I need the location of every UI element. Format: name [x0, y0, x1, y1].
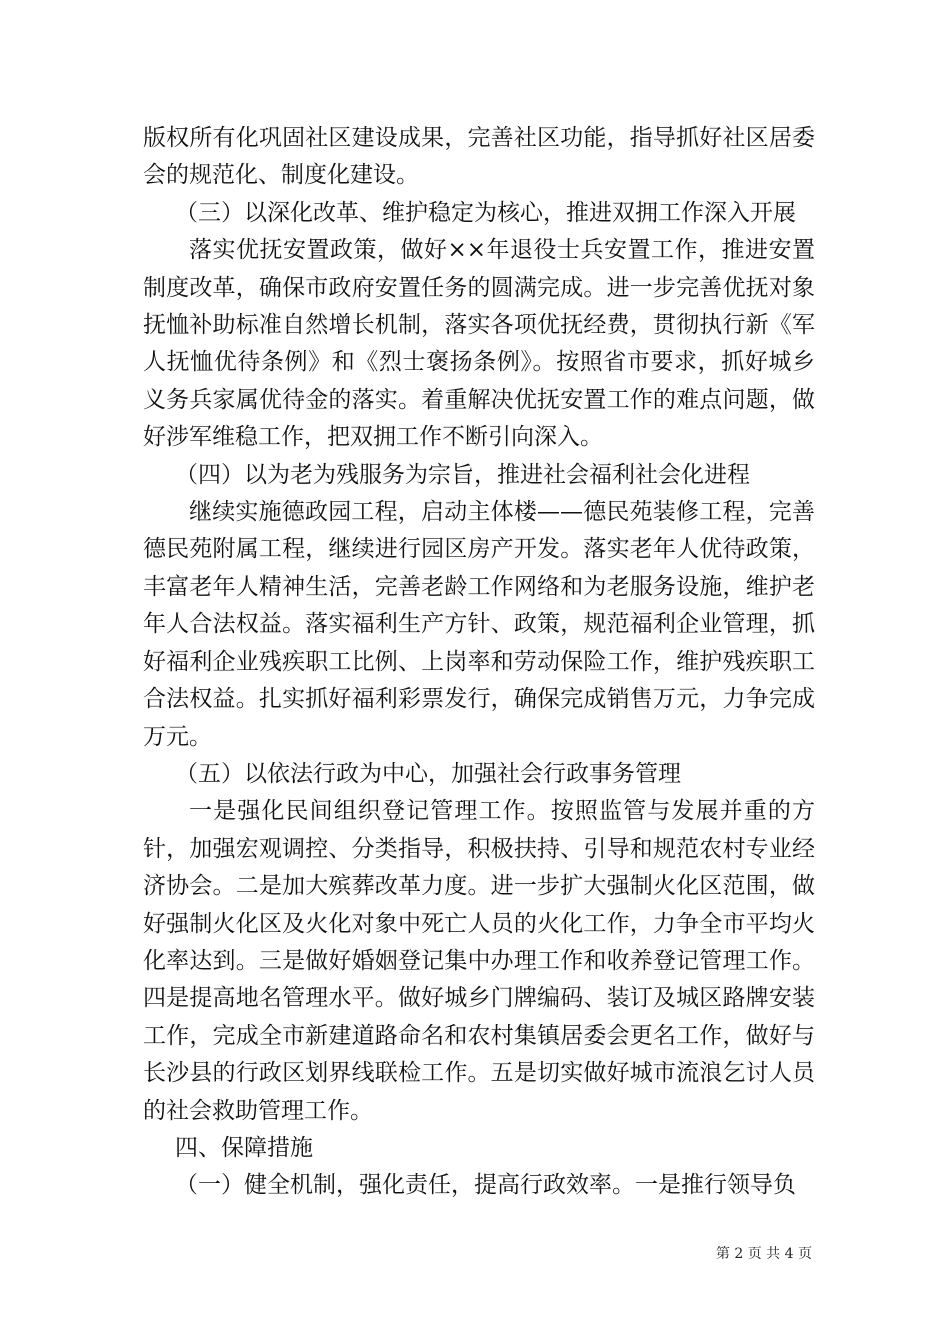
document-body: [143, 120, 815, 1205]
page-number-footer: 第 2 页 共 4 页: [715, 1246, 812, 1262]
section-heading-four: （四）以为老为残服务为宗旨，推进社会福利社会化进程: [175, 461, 750, 488]
paragraph-preferential-placement: 落实优抚安置政策，做好××年退役士兵安置工作，推进安置制度改革，确保市政府安置任务的圆满完成。进一步完善优抚对象抚恤补助标准自然增长机制，落实各项优抚经费，贯彻执行新《军人抚恤优待条例》和《烈士褒扬条例》。按照省市要求，抓好城乡义务兵家属优待金的落实。着重解决优抚安置工作的难点问题，做好涉军维稳工作，把双拥工作不断引向深入。: [143, 237, 815, 451]
section-heading-three: （三）以深化改革、维护稳定为核心，推进双拥工作深入开展: [175, 199, 796, 226]
section-heading-five: （五）以依法行政为中心，加强社会行政事务管理: [175, 760, 681, 787]
paragraph-social-welfare: 继续实施德政园工程，启动主体楼——德民苑装修工程，完善德民苑附属工程，继续进行园区房产开发。落实老年人优待政策，丰富老年人精神生活，完善老龄工作网络和为老服务设施，维护老年人合法权益。落实福利生产方针、政策，规范福利企业管理，抓好福利企业残疾职工比例、上岗率和劳动保险工作，维护残疾职工合法权益。扎实抓好福利彩票发行，确保完成销售万元，力争完成万元。: [143, 499, 815, 750]
paragraph-community-continuation: 版权所有化巩固社区建设成果，完善社区功能，指导抓好社区居委会的规范化、制度化建设。: [143, 125, 815, 189]
section-heading-safeguards: 四、保障措施: [175, 1134, 313, 1161]
paragraph-administrative-affairs: 一是强化民间组织登记管理工作。按照监管与发展并重的方针，加强宏观调控、分类指导，积极扶持、引导和规范农村专业经济协会。二是加大殡葬改革力度。进一步扩大强制火化区范围，做好强制火化区及火化对象中死亡人员的火化工作，力争全市平均火化率达到。三是做好婚姻登记集中办理工作和收养登记管理工作。四是提高地名管理水平。做好城乡门牌编码、装订及城区路牌安装工作，完成全市新建道路命名和农村集镇居委会更名工作，做好与长沙县的行政区划界线联检工作。五是切实做好城市流浪乞讨人员的社会救助管理工作。: [143, 798, 815, 1124]
paragraph-mechanism-start: （一）健全机制，强化责任，提高行政效率。一是推行领导负: [175, 1172, 796, 1199]
